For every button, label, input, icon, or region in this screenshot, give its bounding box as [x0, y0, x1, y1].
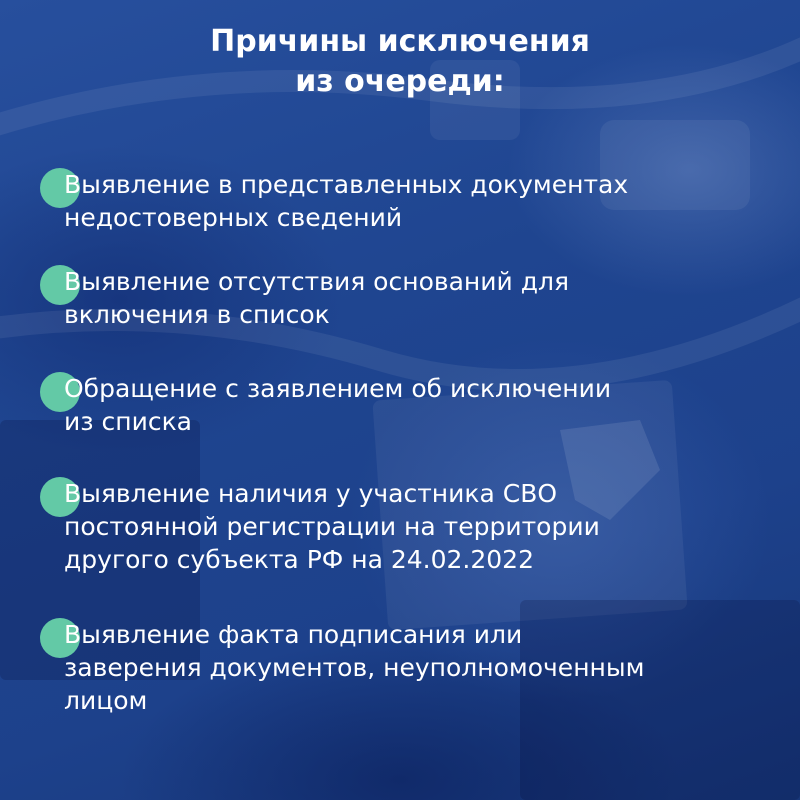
page-title: [0, 22, 800, 102]
reason-text-1: Выявление в представленных документах недостоверных сведений: [64, 170, 629, 232]
reason-item-2: [40, 265, 780, 331]
reason-text-3: Обращение с заявлением об исключении из списка: [64, 374, 612, 436]
reason-text-5: Выявление факта подписания или заверения документов, неуполномоченным лицом: [64, 620, 645, 715]
reason-item-1: [40, 168, 780, 234]
reason-text-4: Выявление наличия у участника СВО постоянной регистрации на территории другого субъекта РФ на 24.02.2022: [64, 479, 600, 574]
reason-item-3: [40, 372, 780, 438]
title-line-2: из очереди:: [295, 64, 505, 99]
reason-item-4: [40, 477, 780, 576]
reason-item-5: [40, 618, 780, 717]
reason-text-2: Выявление отсутствия оснований для включения в список: [64, 267, 570, 329]
title-line-1: Причины исключения: [210, 24, 590, 59]
